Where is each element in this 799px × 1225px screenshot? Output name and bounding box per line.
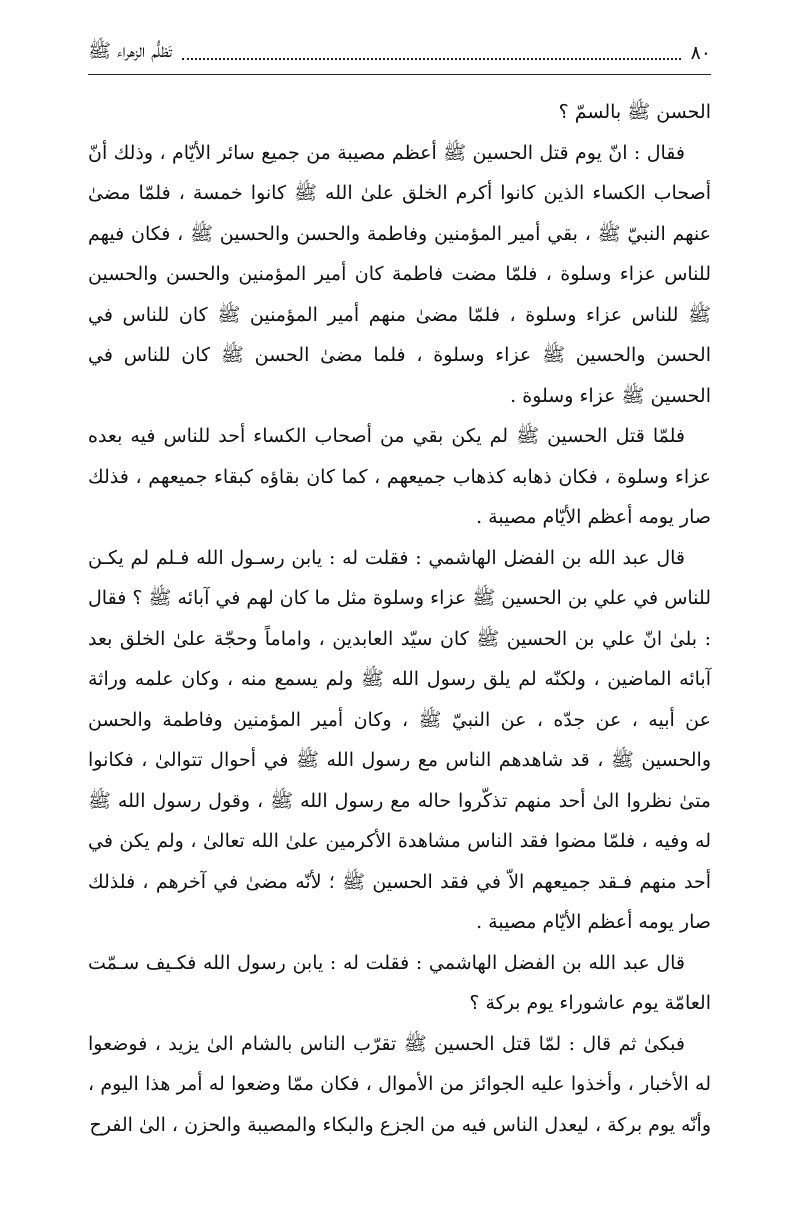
page-body [88,92,711,1215]
paragraph: قال عبد الله بن الفضل الهاشمي : فقلت له : يابن رسول الله فكـيف سـمّت العامّة يوم عاشوراء يوم بركة ؟ [88,951,711,1014]
paragraph: قال عبد الله بن الفضل الهاشمي : فقلت له : يابن رسـول الله فـلم لم يكـن للناس في علي بن الحسين ﷺ عزاء وسلوة مثل ما كان لهم في آبائه ﷺ ؟ فقال : بلىٰ انّ علي بن الحسين ﷺ كان سيّد العابدين ، واماماً وحجّة علىٰ الخلق بعد آبائه الماضين ، ولكنّه لم يلق رسول الله ﷺ ولم يسمع منه ، وكان علمه وراثة عن أبيه ، عن جدّه ، عن النبيّ ﷺ ، وكان أمير المؤمنين وفاطمة والحسن والحسين ﷺ ، قد شاهدهم الناس مع رسول الله ﷺ في أحوال تتوالىٰ ، فكانوا متىٰ نظروا الىٰ أحد منهم تذكّروا حاله مع رسول الله ﷺ ، وقول رسول الله ﷺ له وفيه ، فلمّا مضوا فقد الناس مشاهدة الأكرمين علىٰ الله تعالىٰ ، ولم يكن في أحد منهم فـقد جميعهم الاّ في فقد الحسين ﷺ ؛ لأنّه مضىٰ في آخرهم ، فلذلك صار يومه أعظم الأيّام مصيبة . [88,546,711,933]
paragraph: فبكىٰ ثم قال : لمّا قتل الحسين ﷺ تقرّب الناس بالشام الىٰ يزيد ، فوضعوا له الأخبار ، وأخذوا عليه الجوائز من الأموال ، فكان ممّا وضعوا له أمر هذا اليوم ، وأنّه يوم بركة ، ليعدل الناس فيه من الجزع والبكاء والمصيبة والحزن ، الىٰ الفرح [88,1032,711,1136]
page-header [88,38,711,68]
book-title: تَظلُّم الزهراء ﷺ [88,40,172,62]
paragraph: الحسن ﷺ بالسمّ ؟ [558,101,711,123]
header-dot-leader [182,46,681,60]
header-rule [88,74,711,75]
paragraph: فقال : انّ يوم قتل الحسين ﷺ أعظم مصيبة من جميع سائر الأيّام ، وذلك أنّ أصحاب الكساء الذين كانوا أكرم الخلق علىٰ الله ﷺ كانوا خمسة ، فلمّا مضىٰ عنهم النبيّ ﷺ ، بقي أمير المؤمنين وفاطمة والحسن والحسين ﷺ ، فكان فيهم للناس عزاء وسلوة ، فلمّا مضت فاطمة كان أمير المؤمنين والحسن والحسين ﷺ للناس عزاء وسلوة ، فلمّا مضىٰ منهم أمير المؤمنين ﷺ كان للناس في الحسن والحسين ﷺ عزاء وسلوة ، فلما مضىٰ الحسن ﷺ كان للناس في الحسين ﷺ عزاء وسلوة . [88,141,711,407]
page-number: ٨٠ [690,42,711,64]
paragraph: فلمّا قتل الحسين ﷺ لم يكن بقي من أصحاب الكساء أحد للناس فيه بعده عزاء وسلوة ، فكان ذهابه كذهاب جميعهم ، كما كان بقاؤه كبقاء جميعهم ، فذلك صار يومه أعظم الأيّام مصيبة . [88,425,711,528]
